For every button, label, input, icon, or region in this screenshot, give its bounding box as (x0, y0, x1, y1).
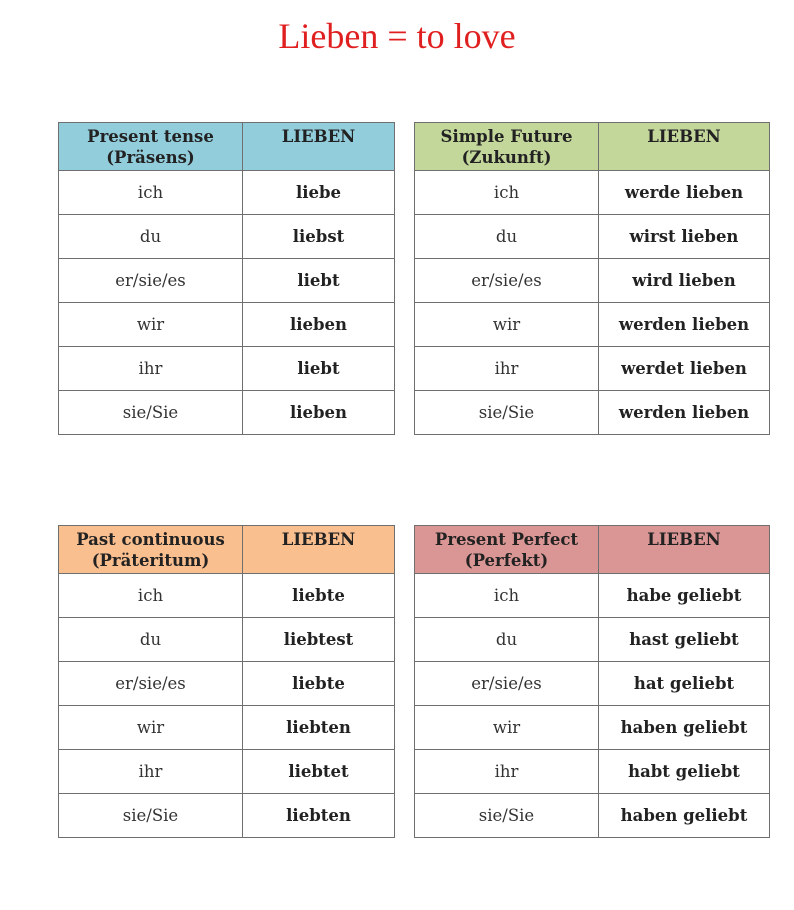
table-row (59, 347, 395, 391)
table-header-row (415, 123, 770, 171)
pronoun-cell: ich (415, 171, 599, 215)
conjugation-cell: wirst lieben (599, 215, 770, 259)
pronoun-cell: sie/Sie (59, 794, 243, 838)
present-perfect-table (414, 525, 770, 838)
table-row (59, 706, 395, 750)
conjugation-cell: werden lieben (599, 303, 770, 347)
pronoun-cell: sie/Sie (59, 391, 243, 435)
tense-header (415, 526, 599, 574)
pronoun-cell: er/sie/es (415, 259, 599, 303)
table-row (415, 171, 770, 215)
tense-german-name: (Präteritum) (91, 551, 210, 570)
pronoun-cell: er/sie/es (59, 259, 243, 303)
conjugation-cell: liebten (243, 794, 395, 838)
table-row (415, 574, 770, 618)
pronoun-cell: ihr (415, 750, 599, 794)
tense-header (59, 526, 243, 574)
table-row (415, 750, 770, 794)
tense-german-name: (Präsens) (106, 148, 195, 167)
conjugation-cell: werdet lieben (599, 347, 770, 391)
conjugation-cell: habe geliebt (599, 574, 770, 618)
conjugation-cell: hat geliebt (599, 662, 770, 706)
table-row (59, 171, 395, 215)
table-row (59, 259, 395, 303)
tense-name: Simple Future (440, 127, 573, 146)
table-row (415, 706, 770, 750)
pronoun-cell: er/sie/es (59, 662, 243, 706)
pronoun-cell: ihr (59, 750, 243, 794)
pronoun-cell: ich (59, 574, 243, 618)
page-title: Lieben = to love (278, 16, 516, 56)
table-row (59, 391, 395, 435)
conjugation-cell: lieben (243, 391, 395, 435)
conjugation-cell: haben geliebt (599, 706, 770, 750)
pronoun-cell: du (415, 618, 599, 662)
table-row (59, 574, 395, 618)
pronoun-cell: ich (415, 574, 599, 618)
pronoun-cell: du (59, 618, 243, 662)
past-continuous-table (58, 525, 395, 838)
table-row (415, 259, 770, 303)
table-row (415, 391, 770, 435)
conjugation-cell: habt geliebt (599, 750, 770, 794)
table-row (59, 303, 395, 347)
table-row (59, 215, 395, 259)
tense-german-name: (Perfekt) (464, 551, 549, 570)
tense-name: Present Perfect (434, 530, 579, 549)
conjugation-cell: hast geliebt (599, 618, 770, 662)
tense-name: Present tense (87, 127, 214, 146)
conjugation-cell: liebe (243, 171, 395, 215)
verb-header: LIEBEN (599, 123, 770, 171)
pronoun-cell: wir (415, 303, 599, 347)
table-row (415, 303, 770, 347)
conjugation-cell: liebst (243, 215, 395, 259)
table-row (415, 662, 770, 706)
conjugation-cell: lieben (243, 303, 395, 347)
conjugation-cell: werden lieben (599, 391, 770, 435)
tense-header (59, 123, 243, 171)
present-tense-table (58, 122, 395, 435)
conjugation-cell: liebte (243, 662, 395, 706)
pronoun-cell: du (59, 215, 243, 259)
conjugation-cell: liebt (243, 259, 395, 303)
pronoun-cell: sie/Sie (415, 391, 599, 435)
pronoun-cell: ich (59, 171, 243, 215)
conjugation-cell: wird lieben (599, 259, 770, 303)
table-header-row (59, 526, 395, 574)
table-header-row (59, 123, 395, 171)
simple-future-table (414, 122, 770, 435)
table-row (415, 215, 770, 259)
conjugation-cell: liebten (243, 706, 395, 750)
tense-name: Past continuous (76, 530, 225, 549)
verb-header: LIEBEN (599, 526, 770, 574)
table-header-row (415, 526, 770, 574)
conjugation-cell: haben geliebt (599, 794, 770, 838)
table-row (415, 347, 770, 391)
pronoun-cell: er/sie/es (415, 662, 599, 706)
conjugation-cell: liebtet (243, 750, 395, 794)
conjugation-cell: liebte (243, 574, 395, 618)
table-row (59, 662, 395, 706)
table-row (59, 794, 395, 838)
conjugation-cell: liebt (243, 347, 395, 391)
pronoun-cell: ihr (415, 347, 599, 391)
table-row (59, 750, 395, 794)
pronoun-cell: ihr (59, 347, 243, 391)
table-row (415, 794, 770, 838)
tense-german-name: (Zukunft) (461, 148, 552, 167)
verb-header: LIEBEN (243, 123, 395, 171)
conjugation-cell: liebtest (243, 618, 395, 662)
pronoun-cell: wir (59, 706, 243, 750)
table-row (59, 618, 395, 662)
conjugation-cell: werde lieben (599, 171, 770, 215)
tense-header (415, 123, 599, 171)
pronoun-cell: wir (415, 706, 599, 750)
pronoun-cell: sie/Sie (415, 794, 599, 838)
pronoun-cell: wir (59, 303, 243, 347)
table-row (415, 618, 770, 662)
pronoun-cell: du (415, 215, 599, 259)
verb-header: LIEBEN (243, 526, 395, 574)
